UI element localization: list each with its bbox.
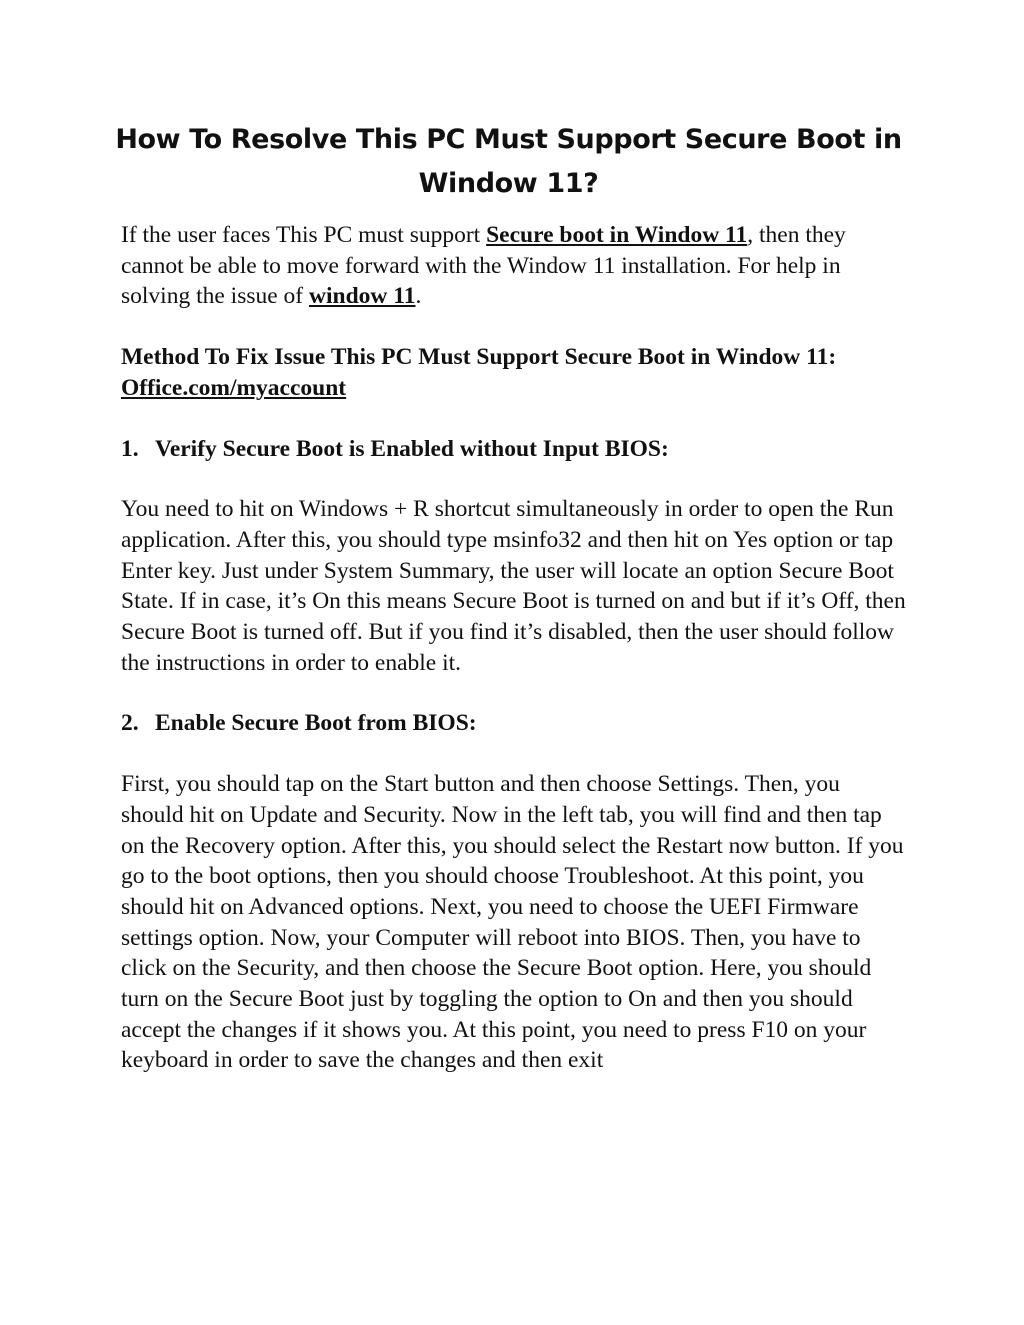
step-2-heading xyxy=(121,708,906,739)
step-2-body: First, you should tap on the Start button and then choose Settings. Then, you should hit on Update and Security. Now in the left tab, you will find and then tap on the Recovery option. After this, you should select the Restart now button. If you go to the boot options, then you should choose Troubleshoot. At this point, you should hit on Advanced options. Next, you need to choose the UEFI Firmware settings option. Now, your Computer will reboot into BIOS. Then, you have to click on the Security, and then choose the Secure Boot option. Here, you should turn on the Secure Boot just by toggling the option to On and then you should accept the changes if it shows you. At this point, you need to press F10 on your keyboard in order to save the changes and then exit xyxy=(121,771,904,1074)
step-2-number: 2. xyxy=(121,710,139,737)
method-heading-text: Method To Fix Issue This PC Must Support Secure Boot in Window 11: xyxy=(121,344,837,371)
office-account-link[interactable]: Office.com/myaccount xyxy=(121,374,347,401)
intro-text-2: , then they cannot be able to move forward with the Window 11 installation. For help in solving the issue of xyxy=(121,222,846,310)
step-1-heading xyxy=(121,434,906,465)
secure-boot-link[interactable]: Secure boot in Window 11 xyxy=(486,222,748,248)
page-title xyxy=(101,118,916,206)
step-1-body: You need to hit on Windows + R shortcut simultaneously in order to open the Run application. After this, you should type msinfo32 and then hit on Yes option or tap Enter key. Just under System Summary, the user will locate an option Secure Boot State. If in case, it’s On this means Secure Boot is turned on and but if it’s Off, then Secure Boot is turned off. But if you find it’s disabled, then the user should follow the instructions in order to enable it. xyxy=(121,496,906,676)
page-title-line-2: Window 11? xyxy=(418,168,599,199)
step-1-number: 1. xyxy=(121,435,139,462)
window-11-link[interactable]: window 11 xyxy=(309,283,416,310)
page-title-line-1: How To Resolve This PC Must Support Secure Boot in xyxy=(115,124,902,155)
step-2-heading-text: Enable Secure Boot from BIOS: xyxy=(155,710,477,737)
intro-text-1: If the user faces This PC must support xyxy=(121,222,487,248)
intro-text-3: . xyxy=(415,283,422,310)
step-1-heading-text: Verify Secure Boot is Enabled without Input BIOS: xyxy=(155,435,669,462)
document-page xyxy=(115,118,906,1106)
method-heading xyxy=(121,342,906,403)
intro-paragraph xyxy=(121,220,906,312)
